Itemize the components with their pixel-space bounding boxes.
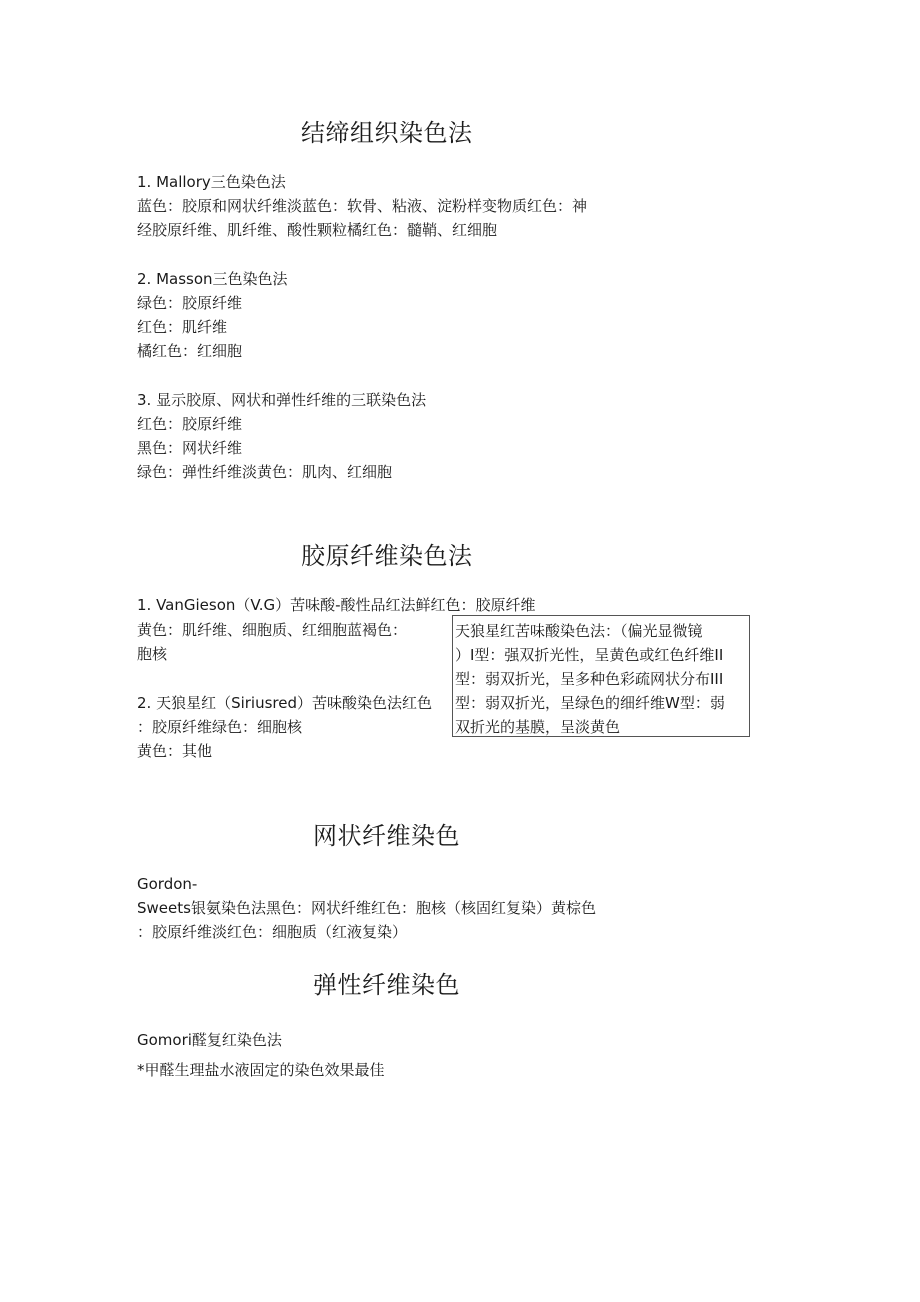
polarized-light-note-box: [452, 615, 750, 737]
method-heading-mallory: 1. Mallory三色染色法: [137, 173, 286, 191]
text-line: 红色：肌纤维: [137, 318, 228, 336]
box-line: ）I型：强双折光性，呈黄色或红色纤维II: [455, 646, 724, 664]
box-line: 双折光的基膜，呈淡黄色: [455, 718, 621, 736]
box-line: 天狼星红苦味酸染色法：（偏光显微镜: [455, 622, 703, 640]
method-heading-triple-stain: 3. 显示胶原、网状和弹性纤维的三联染色法: [137, 391, 427, 409]
text-line: 黄色：其他: [137, 742, 213, 760]
method-heading-gordon: Gordon-: [137, 875, 198, 893]
text-line: Sweets银氨染色法黑色：网状纤维红色：胞核（核固红复染）黄棕色: [137, 899, 596, 917]
text-line: 经胶原纤维、肌纤维、酸性颗粒橘红色：髓鞘、红细胞: [137, 221, 498, 239]
method-heading-masson: 2. Masson三色染色法: [137, 270, 288, 288]
text-line: 绿色：弹性纤维淡黄色：肌肉、红细胞: [137, 463, 393, 481]
text-line: 黑色：网状纤维: [137, 439, 243, 457]
section-title-elastic-fiber: 弹性纤维染色: [313, 971, 460, 999]
box-line: 型：弱双折光，呈绿色的细纤维W型：弱: [455, 694, 725, 712]
text-line: 黄色：肌纤维、细胞质、红细胞蓝褐色：: [137, 621, 408, 639]
method-heading-vangieson: 1. VanGieson（V.G）苦味酸-酸性品红法鲜红色：胶原纤维: [137, 596, 536, 614]
text-line: 蓝色：胶原和网状纤维淡蓝色：软骨、粘液、淀粉样变物质红色：神: [137, 197, 588, 215]
box-line: 型：弱双折光，呈多种色彩疏网状分布III: [455, 670, 724, 688]
method-heading-gomori: Gomori醛复红染色法: [137, 1031, 282, 1049]
footnote: *甲醛生理盐水液固定的染色效果最佳: [137, 1061, 385, 1079]
text-line: 红色：胶原纤维: [137, 415, 243, 433]
text-line: ：胶原纤维淡红色：细胞质（红液复染）: [137, 923, 408, 941]
section-title-reticular-fiber: 网状纤维染色: [313, 822, 460, 850]
text-line: 橘红色：红细胞: [137, 342, 243, 360]
text-line: 胞核: [137, 645, 168, 663]
text-line: ：胶原纤维绿色：细胞核: [137, 718, 303, 736]
method-heading-siriusred: 2. 天狼星红（Siriusred）苦味酸染色法红色: [137, 694, 433, 712]
section-title-collagen-fiber: 胶原纤维染色法: [301, 542, 473, 570]
section-title-connective-tissue: 结缔组织染色法: [301, 119, 473, 147]
text-line: 绿色：胶原纤维: [137, 294, 243, 312]
